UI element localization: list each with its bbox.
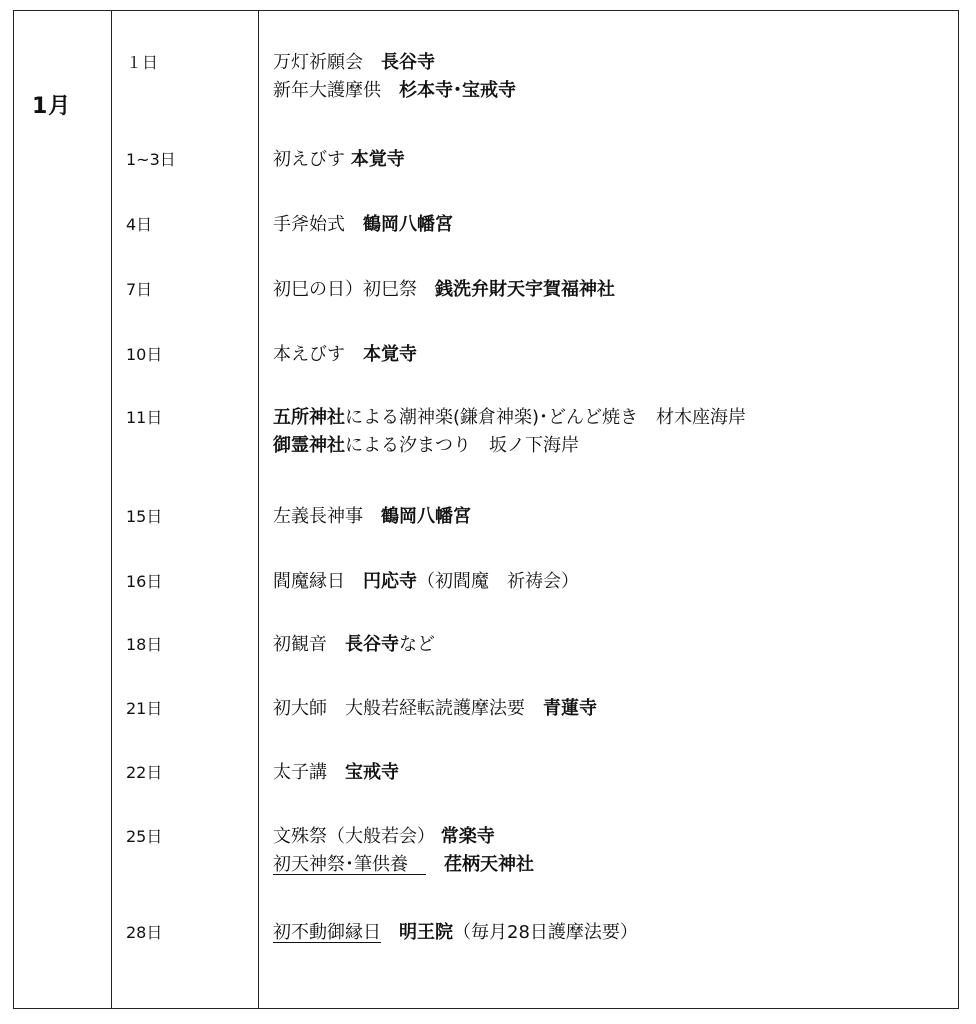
event-line (273, 146, 405, 174)
event-text: 本えびす (273, 344, 345, 365)
event-text: 文殊祭（大般若会） (273, 826, 435, 847)
event-description (273, 211, 453, 239)
event-text: 万灯祈願会 (273, 52, 363, 73)
venue-name: 荏柄天神社 (444, 854, 534, 875)
venue-name: 長谷寺 (345, 634, 399, 655)
event-description (273, 631, 435, 659)
event-text: 左義長神事 (273, 506, 363, 527)
event-text (327, 762, 345, 783)
venue-name: 杉本寺･宝戒寺 (399, 80, 516, 101)
event-line (273, 341, 417, 369)
event-description (273, 49, 516, 105)
event-text (345, 214, 363, 235)
venue-name: 宝戒寺 (345, 762, 399, 783)
venue-name: 本覚寺 (350, 149, 405, 170)
month-label: 1月 (32, 94, 72, 119)
event-text: 初えびす (273, 149, 345, 170)
event-date: 22日 (126, 763, 163, 782)
event-description (273, 759, 399, 787)
event-text: など (399, 634, 435, 655)
event-description (273, 404, 746, 460)
venue-name: 長谷寺 (381, 52, 435, 73)
event-text (417, 279, 435, 300)
event-line (273, 919, 638, 947)
event-line (273, 503, 471, 531)
venue-name: 御霊神社 (273, 435, 345, 456)
column-divider-date (258, 11, 259, 1008)
event-text (381, 922, 399, 943)
event-date: 25日 (126, 827, 163, 846)
event-date: 1~3日 (126, 150, 176, 169)
event-text: （毎月28日護摩法要） (453, 922, 638, 943)
event-text: （初閻魔 祈祷会） (417, 571, 579, 592)
event-line (273, 631, 435, 659)
event-text (363, 52, 381, 73)
event-description (273, 695, 597, 723)
event-date: 18日 (126, 635, 163, 654)
event-line (273, 49, 516, 77)
event-description (273, 823, 534, 879)
venue-name: 円応寺 (363, 571, 417, 592)
event-text: による潮神楽(鎌倉神楽)･どんど焼き 材木座海岸 (345, 407, 747, 428)
event-line (273, 211, 453, 239)
venue-name: 五所神社 (273, 407, 345, 428)
venue-name: 銭洗弁財天宇賀福神社 (435, 279, 615, 300)
event-description (273, 919, 638, 947)
event-text: 初天神祭･筆供養 (273, 854, 426, 875)
event-description (273, 503, 471, 531)
calendar-table (13, 10, 959, 1009)
event-text: 初巳の日）初巳祭 (273, 279, 417, 300)
event-line (273, 851, 534, 879)
event-description (273, 568, 579, 596)
venue-name: 青蓮寺 (543, 698, 597, 719)
event-line (273, 568, 579, 596)
event-description (273, 341, 417, 369)
event-line (273, 276, 615, 304)
event-text: 太子講 (273, 762, 327, 783)
event-line (273, 432, 746, 460)
event-text (525, 698, 543, 719)
event-date: 21日 (126, 699, 163, 718)
event-date: １日 (126, 53, 159, 72)
event-description (273, 146, 405, 174)
event-text: による汐まつり 坂ノ下海岸 (345, 435, 579, 456)
event-text: 初不動御縁日 (273, 922, 381, 943)
event-date: 16日 (126, 572, 163, 591)
event-text (327, 634, 345, 655)
event-description (273, 276, 615, 304)
venue-name: 明王院 (399, 922, 453, 943)
event-date: 7日 (126, 280, 153, 299)
venue-name: 本覚寺 (363, 344, 417, 365)
event-line (273, 759, 399, 787)
event-line (273, 823, 534, 851)
venue-name: 鶴岡八幡宮 (363, 214, 453, 235)
event-text: 手斧始式 (273, 214, 345, 235)
event-line (273, 695, 597, 723)
event-text (345, 344, 363, 365)
column-divider-month (111, 11, 112, 1008)
event-text: 初大師 大般若経転読護摩法要 (273, 698, 525, 719)
event-date: 10日 (126, 345, 163, 364)
venue-name: 鶴岡八幡宮 (381, 506, 471, 527)
event-line (273, 77, 516, 105)
event-date: 11日 (126, 408, 163, 427)
event-date: 4日 (126, 215, 153, 234)
event-date: 28日 (126, 923, 163, 942)
event-text (426, 854, 444, 875)
event-text (345, 571, 363, 592)
event-text: 閻魔縁日 (273, 571, 345, 592)
venue-name: 常楽寺 (440, 826, 495, 847)
event-line (273, 404, 746, 432)
event-text: 新年大護摩供 (273, 80, 381, 101)
event-text: 初観音 (273, 634, 327, 655)
event-text (381, 80, 399, 101)
event-text (363, 506, 381, 527)
event-date: 15日 (126, 507, 163, 526)
